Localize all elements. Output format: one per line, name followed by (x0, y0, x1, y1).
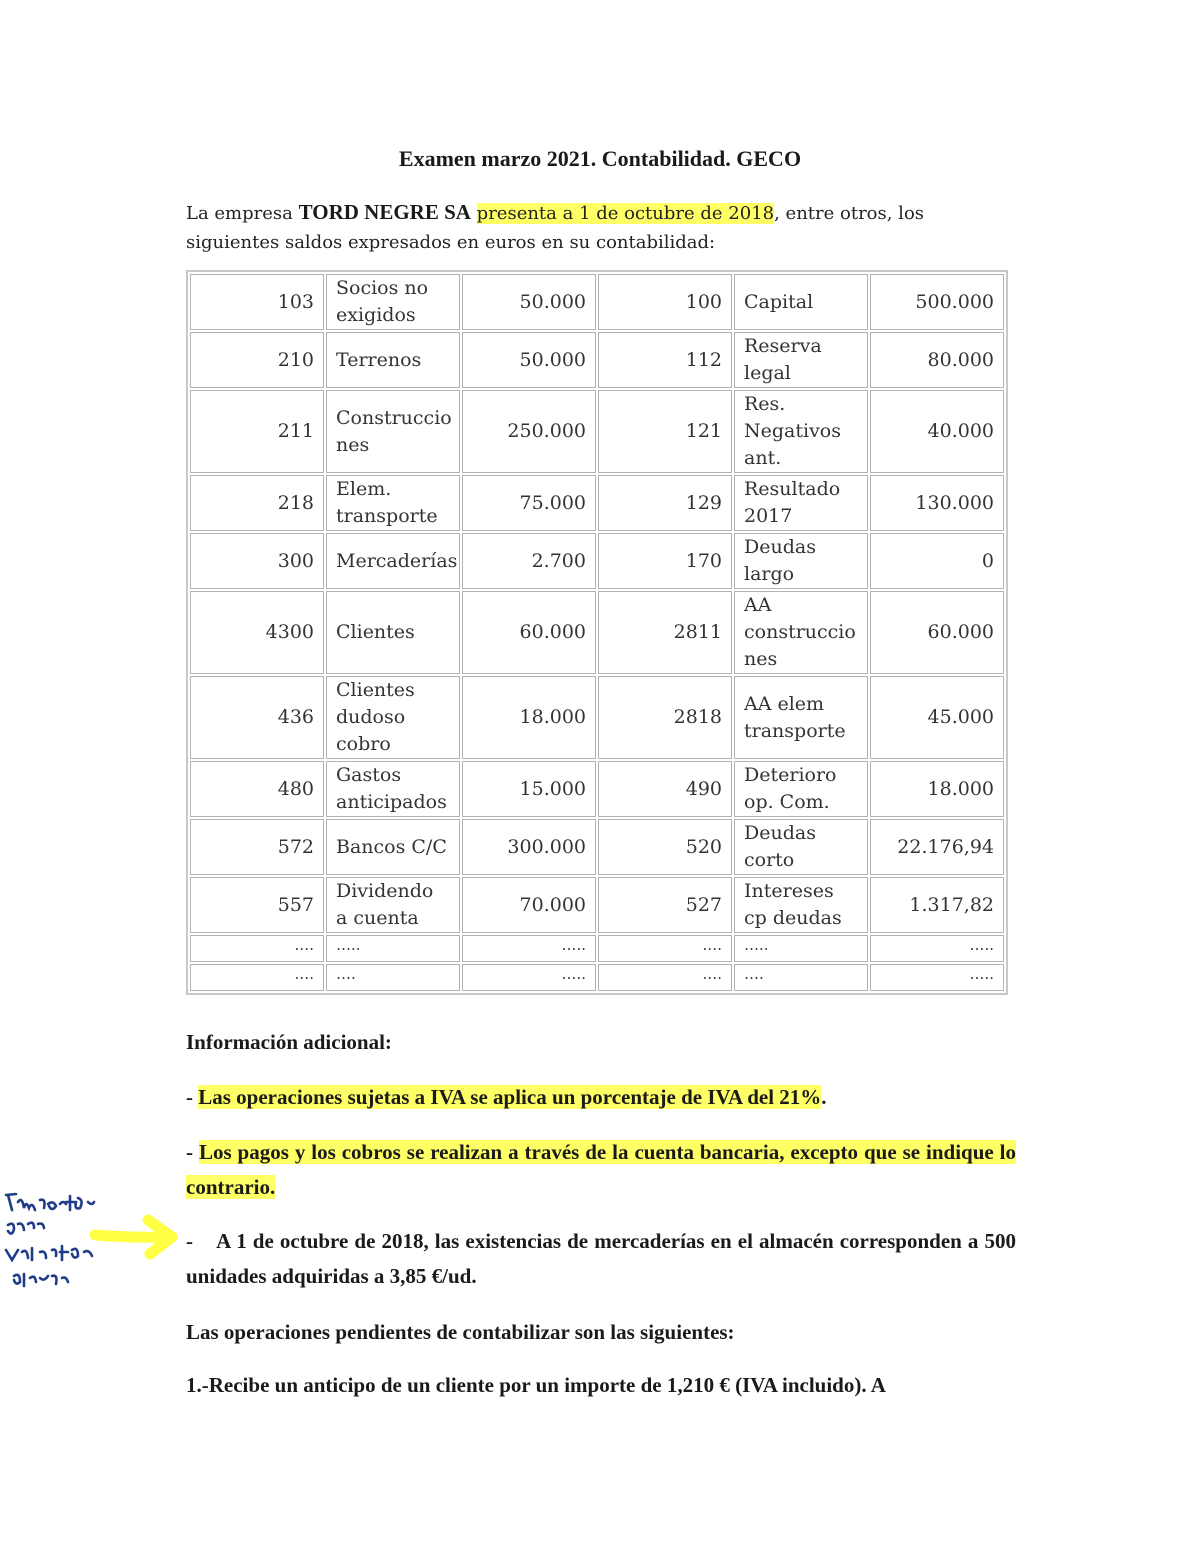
account-code-cell: 170 (598, 533, 732, 589)
account-name-cell: ….. (734, 935, 868, 962)
table-row (190, 964, 1004, 991)
account-code-cell: 490 (598, 761, 732, 817)
account-code-cell: 520 (598, 819, 732, 875)
additional-item-payments (186, 1135, 1016, 1205)
intro-suffix: , entre otros, los siguientes saldos expresados en euros en su contabilidad: (186, 203, 925, 253)
highlight-arrow-icon (95, 1220, 172, 1254)
amount-cell: 50.000 (462, 274, 596, 330)
account-name-cell: Dividendo a cuenta (326, 877, 460, 933)
account-name-cell: Deterioro op. Com. (734, 761, 868, 817)
table-row (190, 390, 1004, 473)
account-code-cell: 121 (598, 390, 732, 473)
account-name-cell: Clientes (326, 591, 460, 674)
amount-cell: 15.000 (462, 761, 596, 817)
account-code-cell: 557 (190, 877, 324, 933)
handwriting-icon (6, 1194, 94, 1286)
page-title: Examen marzo 2021. Contabilidad. GECO (398, 146, 802, 171)
payments-highlight: Los pagos y los cobros se realizan a través de la cuenta bancaria, excepto que se indique lo contrario. (186, 1140, 1016, 1199)
account-name-cell: Gastos anticipados (326, 761, 460, 817)
account-code-cell: 436 (190, 676, 324, 759)
amount-cell: 250.000 (462, 390, 596, 473)
balances-table (186, 270, 1008, 995)
table-row (190, 935, 1004, 962)
vat-highlight: Las operaciones sujetas a IVA se aplica un porcentaje de IVA del 21% (198, 1085, 822, 1109)
amount-cell: 0 (870, 533, 1004, 589)
item-dash: - (186, 1085, 199, 1109)
account-name-cell: Capital (734, 274, 868, 330)
amount-cell: ….. (870, 964, 1004, 991)
account-name-cell: Resultado 2017 (734, 475, 868, 531)
account-code-cell: 218 (190, 475, 324, 531)
account-code-cell: 211 (190, 390, 324, 473)
amount-cell: 300.000 (462, 819, 596, 875)
account-name-cell: Construccio nes (326, 390, 460, 473)
account-code-cell: 480 (190, 761, 324, 817)
amount-cell: 2.700 (462, 533, 596, 589)
amount-cell: 75.000 (462, 475, 596, 531)
account-name-cell: Deudas corto (734, 819, 868, 875)
account-name-cell: Bancos C/C (326, 819, 460, 875)
account-code-cell: 210 (190, 332, 324, 388)
account-name-cell: Clientes dudoso cobro (326, 676, 460, 759)
intro-date-highlight: presenta a 1 de octubre de 2018 (476, 203, 775, 224)
account-name-cell: AA construccio nes (734, 591, 868, 674)
table-row (190, 274, 1004, 330)
amount-cell: ….. (870, 935, 1004, 962)
account-code-cell: …. (190, 964, 324, 991)
account-name-cell: Reserva legal (734, 332, 868, 388)
account-code-cell: 4300 (190, 591, 324, 674)
account-name-cell: Mercaderías (326, 533, 460, 589)
account-code-cell: 2811 (598, 591, 732, 674)
amount-cell: 18.000 (870, 761, 1004, 817)
account-code-cell: 2818 (598, 676, 732, 759)
additional-info-heading: Información adicional: (186, 1030, 392, 1054)
account-name-cell: Res. Negativos ant. (734, 390, 868, 473)
table-row (190, 332, 1004, 388)
amount-cell: 60.000 (870, 591, 1004, 674)
account-name-cell: ….. (326, 935, 460, 962)
account-name-cell: Intereses cp deudas (734, 877, 868, 933)
table-row (190, 761, 1004, 817)
amount-cell: 80.000 (870, 332, 1004, 388)
item-end: . (821, 1085, 827, 1109)
company-name: TORD NEGRE SA (298, 200, 471, 224)
account-name-cell: …. (734, 964, 868, 991)
operation-1: 1.-Recibe un anticipo de un cliente por un importe de 1,210 € (IVA incluido). A (186, 1373, 886, 1397)
table-row (190, 819, 1004, 875)
account-code-cell: …. (598, 935, 732, 962)
account-code-cell: 103 (190, 274, 324, 330)
amount-cell: 60.000 (462, 591, 596, 674)
account-name-cell: Terrenos (326, 332, 460, 388)
amount-cell: 500.000 (870, 274, 1004, 330)
account-code-cell: 112 (598, 332, 732, 388)
account-code-cell: 100 (598, 274, 732, 330)
table-row (190, 591, 1004, 674)
additional-item-stock: - A 1 de octubre de 2018, las existencias de mercaderías en el almacén corresponden a 500 unidades adquiridas a 3,85 €/ud. (186, 1229, 1022, 1288)
handwritten-annotation (0, 1180, 190, 1300)
account-name-cell: AA elem transporte (734, 676, 868, 759)
account-code-cell: …. (598, 964, 732, 991)
table-row (190, 533, 1004, 589)
account-name-cell: Deudas largo (734, 533, 868, 589)
amount-cell: 50.000 (462, 332, 596, 388)
amount-cell: 45.000 (870, 676, 1004, 759)
table-row (190, 676, 1004, 759)
amount-cell: ….. (462, 964, 596, 991)
intro-paragraph (186, 198, 1016, 257)
account-name-cell: Socios no exigidos (326, 274, 460, 330)
account-name-cell: …. (326, 964, 460, 991)
account-code-cell: 300 (190, 533, 324, 589)
account-code-cell: …. (190, 935, 324, 962)
account-name-cell: Elem. transporte (326, 475, 460, 531)
account-code-cell: 129 (598, 475, 732, 531)
amount-cell: ….. (462, 935, 596, 962)
amount-cell: 22.176,94 (870, 819, 1004, 875)
account-code-cell: 527 (598, 877, 732, 933)
amount-cell: 1.317,82 (870, 877, 1004, 933)
amount-cell: 18.000 (462, 676, 596, 759)
additional-item-vat (186, 1080, 1016, 1115)
table-row (190, 877, 1004, 933)
pending-operations-heading: Las operaciones pendientes de contabilizar son las siguientes: (186, 1320, 735, 1344)
amount-cell: 130.000 (870, 475, 1004, 531)
table-row (190, 475, 1004, 531)
account-code-cell: 572 (190, 819, 324, 875)
intro-prefix: La empresa (186, 203, 299, 224)
amount-cell: 40.000 (870, 390, 1004, 473)
item-dash: - (186, 1140, 199, 1164)
amount-cell: 70.000 (462, 877, 596, 933)
